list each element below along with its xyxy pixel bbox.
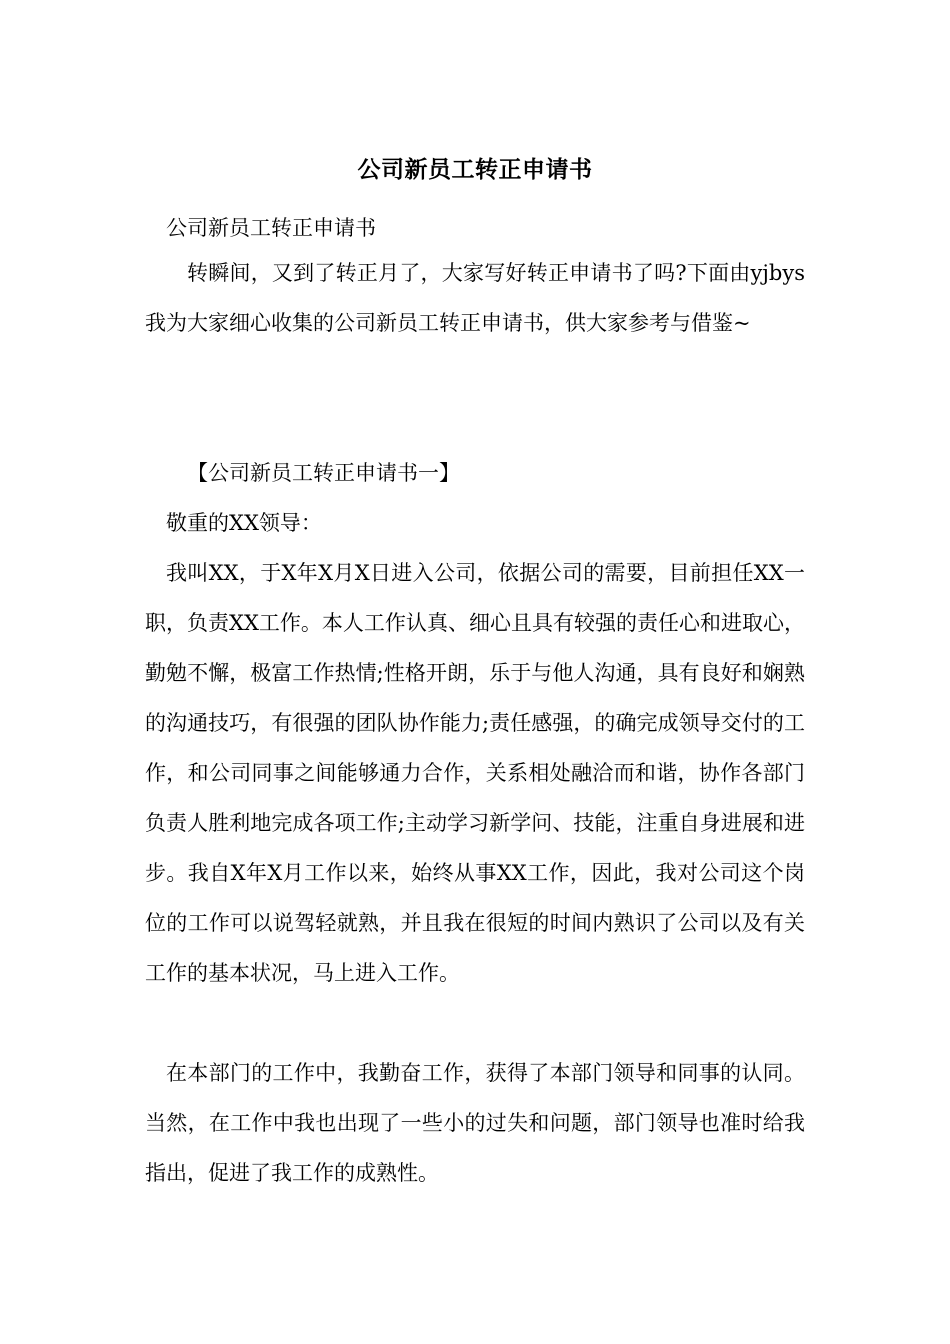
section-heading: 【公司新员工转正申请书一】: [187, 461, 460, 485]
salutation: 敬重的XX领导：: [166, 511, 322, 535]
body-paragraph: 在本部门的工作中，我勤奋工作，获得了本部门领导和同事的认同。当然，在工作中我也出现了一些小的过失和问题，部门领导也准时给我指出，促进了我工作的成熟性。: [145, 1061, 805, 1185]
document-subtitle: 公司新员工转正申请书: [166, 216, 376, 240]
intro-paragraph: 转瞬间，又到了转正月了，大家写好转正申请书了吗?下面由yjbys我为大家细心收集的公司新员工转正申请书，供大家参考与借鉴~: [145, 261, 805, 335]
body-paragraph: 我叫XX，于X年X月X日进入公司，依据公司的需要，目前担任XX一职，负责XX工作。本人工作认真、细心且具有较强的责任心和进取心，勤勉不懈，极富工作热情;性格开朗，乐于与他人沟通，具有良好和娴熟的沟通技巧，有很强的团队协作能力;责任感强，的确完成领导交付的工作，和公司同事之间能够通力合作，关系相处融洽而和谐，协作各部门负责人胜利地完成各项工作;主动学习新学问、技能，注重自身进展和进步。我自X年X月工作以来，始终从事XX工作，因此，我对公司这个岗位的工作可以说驾轻就熟，并且我在很短的时间内熟识了公司以及有关工作的基本状况，马上进入工作。: [145, 561, 805, 985]
document-title: 公司新员工转正申请书: [357, 156, 593, 183]
